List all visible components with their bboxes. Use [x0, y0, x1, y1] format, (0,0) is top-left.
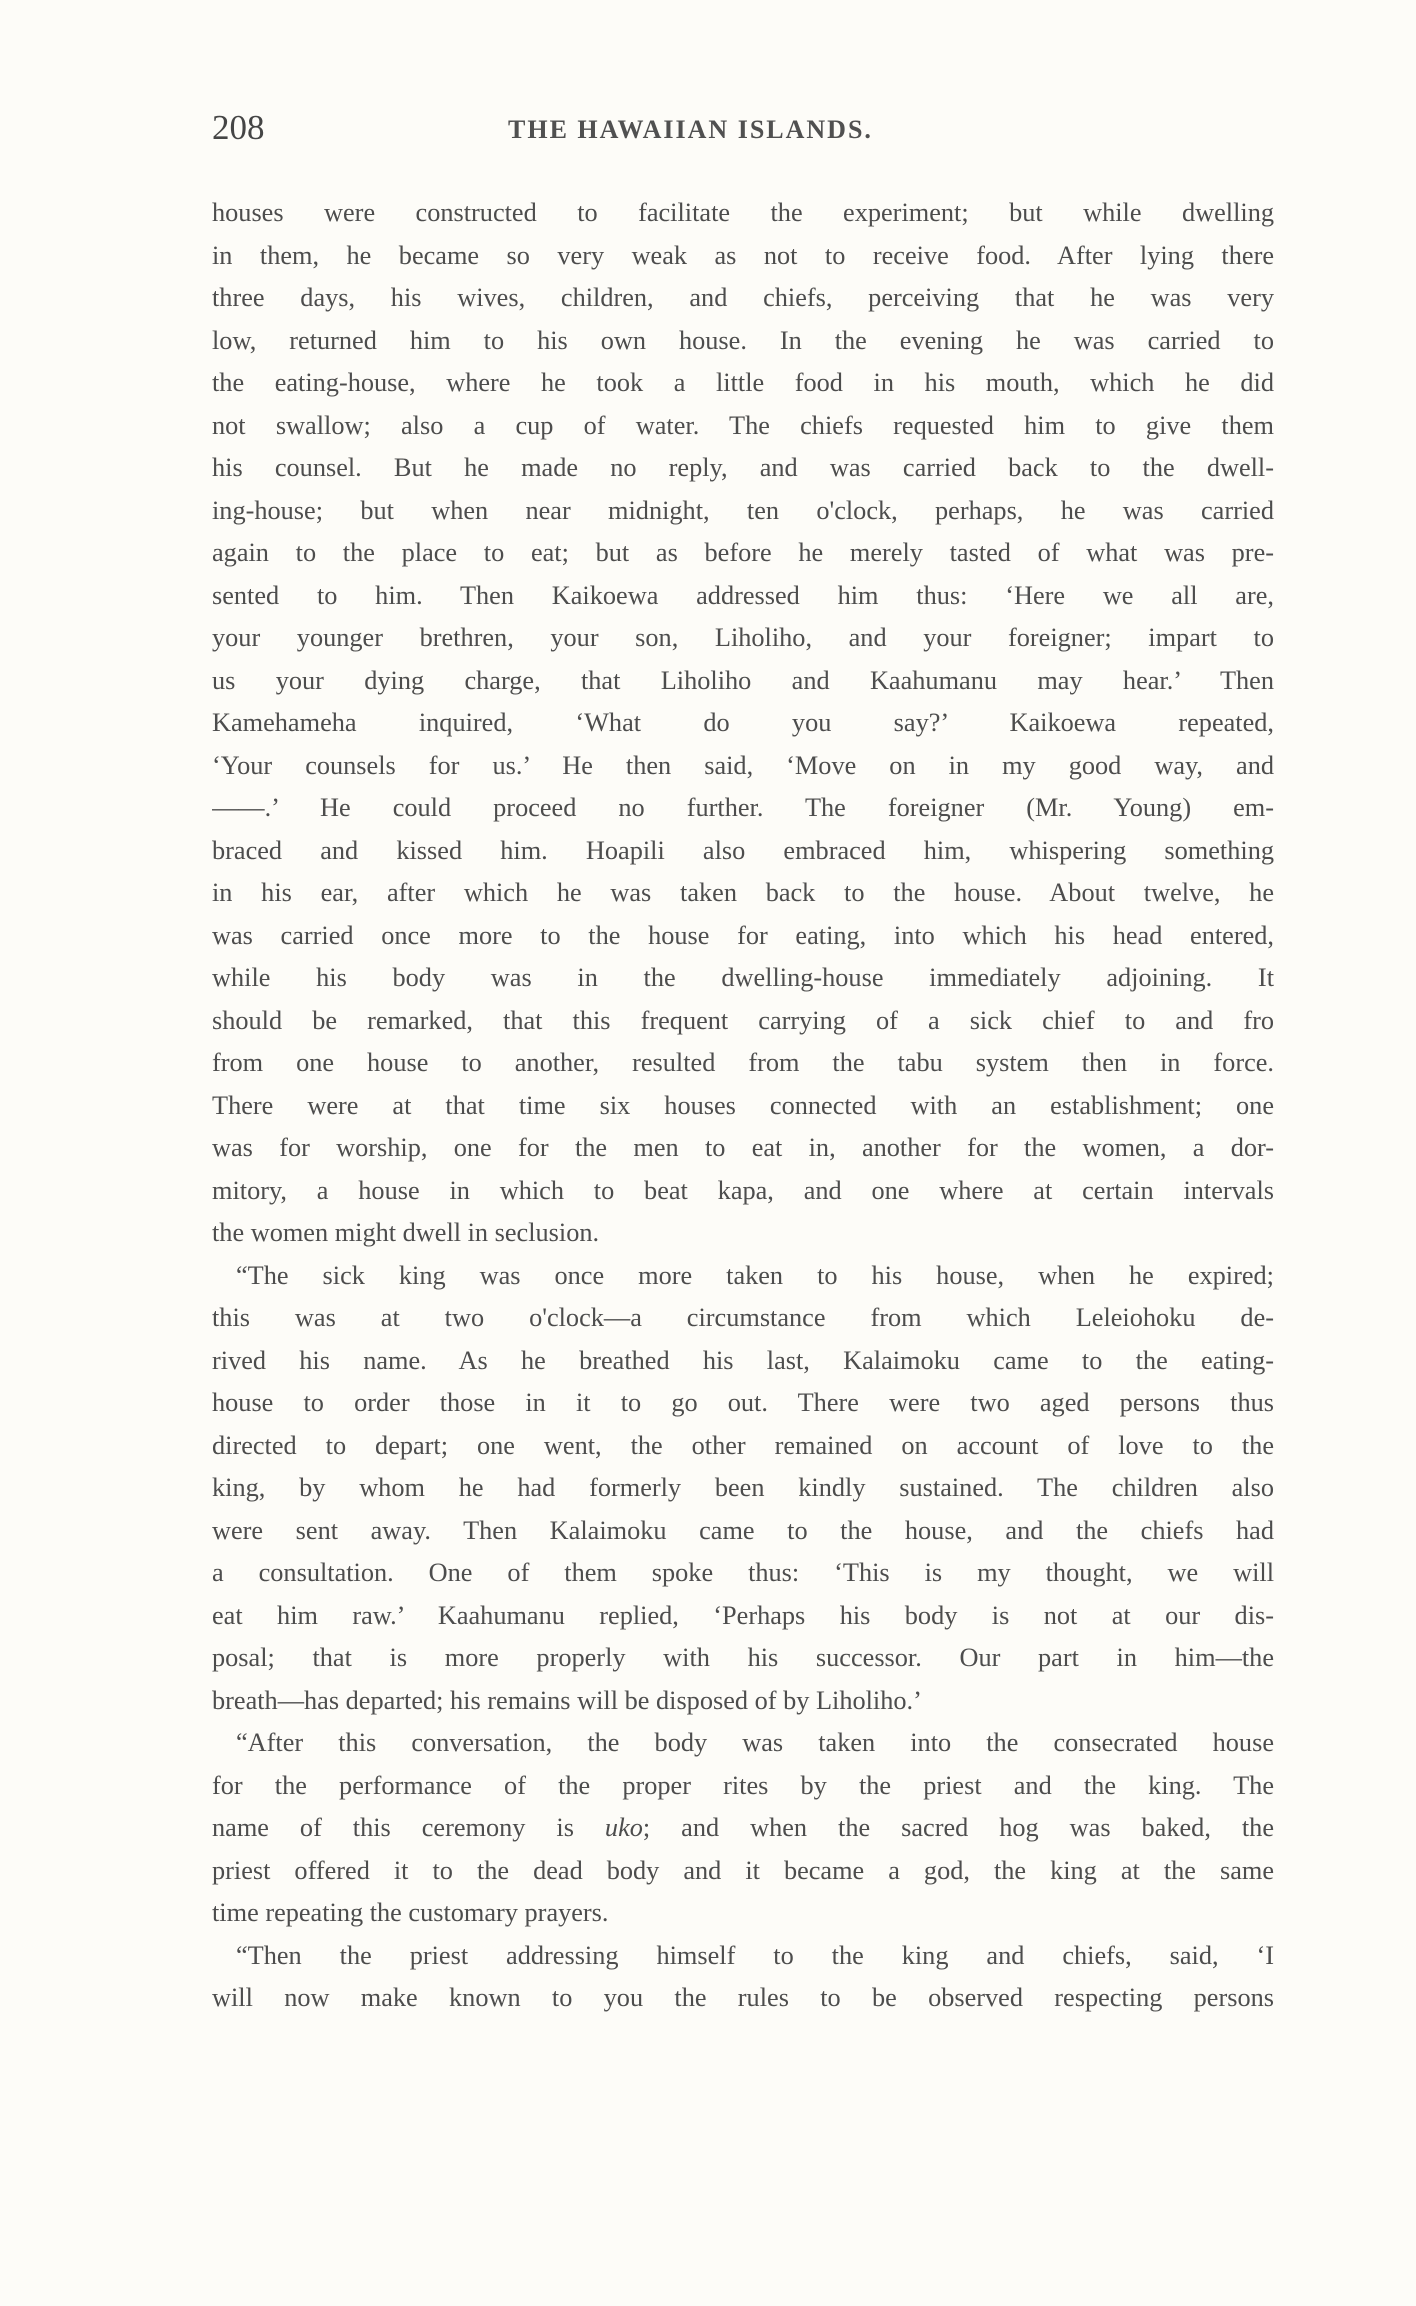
text-line: posal; that is more properly with his successor. Our part in him—the	[212, 1643, 1274, 1672]
text-line: name of this ceremony is uko; and when the sacred hog was baked, the	[212, 1813, 1274, 1842]
text-line: the women might dwell in seclusion.	[212, 1218, 600, 1247]
italic-term: uko	[604, 1813, 643, 1842]
text-line: rived his name. As he breathed his last, Kalaimoku came to the eating-	[212, 1345, 1274, 1375]
text-line: mitory, a house in which to beat kapa, and one where at certain intervals	[212, 1175, 1274, 1205]
text-line: was for worship, one for the men to eat in, another for the women, a dor-	[212, 1133, 1274, 1162]
text-line: houses were constructed to facilitate the experiment; but while dwelling	[212, 198, 1274, 227]
text-line: ing-house; but when near midnight, ten o'clock, perhaps, he was carried	[212, 495, 1274, 525]
text-line: for the performance of the proper rites by the priest and the king. The	[212, 1770, 1274, 1800]
text-line: braced and kissed him. Hoapili also embraced him, whispering something	[212, 835, 1274, 865]
text-line: will now make known to you the rules to be observed respecting persons	[212, 1983, 1274, 2012]
text-line: were sent away. Then Kalaimoku came to the house, and the chiefs had	[212, 1515, 1274, 1545]
page-header	[212, 108, 1274, 152]
text-line: breath—has departed; his remains will be disposed of by Liholiho.’	[212, 1685, 922, 1715]
text-line: three days, his wives, children, and chiefs, perceiving that he was very	[212, 283, 1274, 312]
body-text	[212, 192, 1274, 2020]
text-line: in them, he became so very weak as not to receive food. After lying there	[212, 240, 1274, 270]
text-line: while his body was in the dwelling-house immediately adjoining. It	[212, 963, 1274, 992]
text-line: priest offered it to the dead body and it became a god, the king at the same	[212, 1855, 1274, 1885]
text-line: “Then the priest addressing himself to the king and chiefs, said, ‘I	[236, 1940, 1274, 1970]
text-line: ——.’ He could proceed no further. The foreigner (Mr. Young) em-	[212, 793, 1274, 822]
text-line: house to order those in it to go out. There were two aged persons thus	[212, 1388, 1274, 1417]
text-line: was carried once more to the house for eating, into which his head entered,	[212, 920, 1274, 950]
text-line: time repeating the customary prayers.	[212, 1898, 609, 1927]
text-line: ‘Your counsels for us.’ He then said, ‘Move on in my good way, and	[212, 750, 1274, 780]
text-line: not swallow; also a cup of water. The chiefs requested him to give them	[212, 410, 1274, 440]
text-line: sented to him. Then Kaikoewa addressed him thus: ‘Here we all are,	[212, 580, 1274, 610]
running-head: THE HAWAIIAN ISLANDS.	[508, 115, 873, 144]
text-line: directed to depart; one went, the other remained on account of love to the	[212, 1430, 1274, 1460]
text-line: eat him raw.’ Kaahumanu replied, ‘Perhaps his body is not at our dis-	[212, 1600, 1274, 1630]
page-number: 208	[212, 108, 265, 147]
text-line: low, returned him to his own house. In the evening he was carried to	[212, 325, 1274, 355]
text-line: the eating-house, where he took a little food in his mouth, which he did	[212, 368, 1274, 397]
text-line: again to the place to eat; but as before he merely tasted of what was pre-	[212, 538, 1274, 567]
text-line: Kamehameha inquired, ‘What do you say?’ Kaikoewa repeated,	[212, 708, 1274, 737]
text-line: “The sick king was once more taken to his house, when he expired;	[236, 1260, 1274, 1290]
text-line: from one house to another, resulted from the tabu system then in force.	[212, 1048, 1274, 1077]
text-line: in his ear, after which he was taken back to the house. About twelve, he	[212, 878, 1274, 907]
text-line: us your dying charge, that Liholiho and Kaahumanu may hear.’ Then	[212, 665, 1274, 695]
text-line: your younger brethren, your son, Liholiho, and your foreigner; impart to	[212, 623, 1274, 652]
text-line: king, by whom he had formerly been kindly sustained. The children also	[212, 1473, 1274, 1502]
text-line: “After this conversation, the body was taken into the consecrated house	[236, 1728, 1274, 1757]
text-line: this was at two o'clock—a circumstance from which Leleiohoku de-	[212, 1303, 1274, 1332]
text-line: should be remarked, that this frequent carrying of a sick chief to and fro	[212, 1005, 1274, 1035]
text-line: a consultation. One of them spoke thus: ‘This is my thought, we will	[212, 1558, 1274, 1587]
text-line: There were at that time six houses connected with an establishment; one	[212, 1090, 1274, 1120]
text-line: his counsel. But he made no reply, and was carried back to the dwell-	[212, 453, 1274, 482]
